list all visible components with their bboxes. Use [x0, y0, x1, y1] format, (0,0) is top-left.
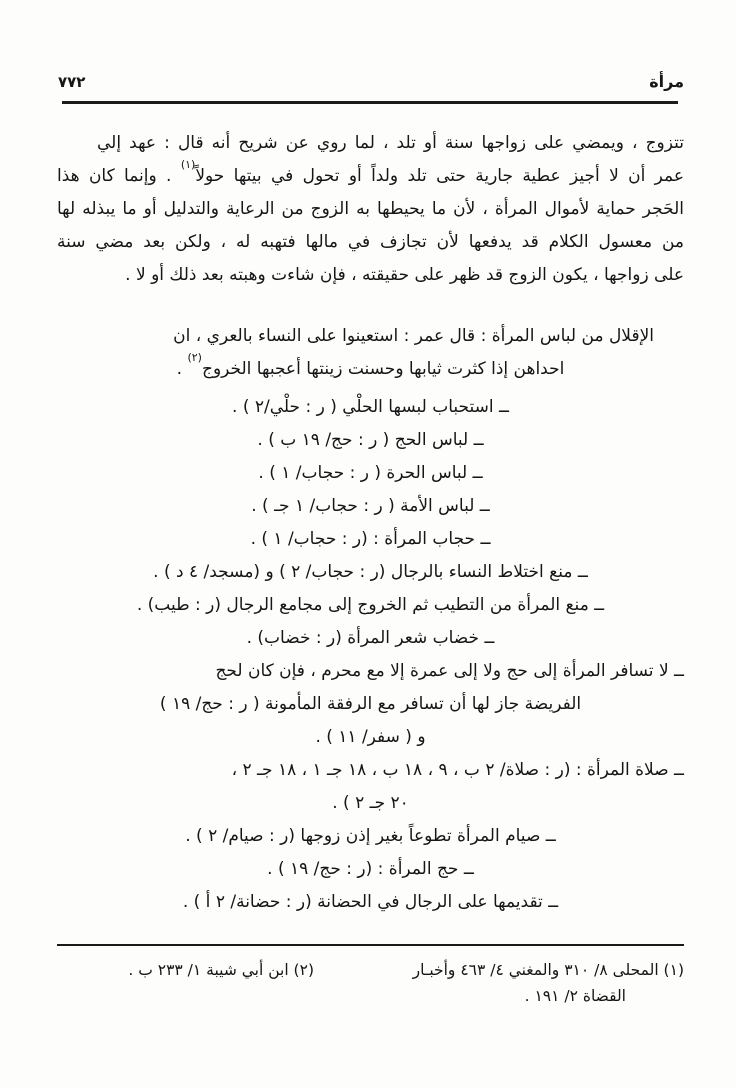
list-item: ــ لباس الأمة ( ر : حجاب/ ١ جـ ) . [251, 496, 490, 516]
body-line: من معسول الكلام قد يدفعها لأن تجازف في مالها فتهبه له ، ولكن بعد مضي سنة [57, 232, 684, 252]
footnote-2: (٢) ابن أبي شيبة ١/ ٢٣٣ ب . [128, 961, 314, 979]
footnote-ref-2: (٢) [187, 351, 202, 365]
body-line-text: احداهن إذا كثرت ثيابها وحسنت زينتها أعجبها الخروج [201, 359, 565, 379]
list-item: ــ حجاب المرأة : (ر : حجاب/ ١ ) . [250, 529, 491, 549]
footnotes [57, 957, 684, 1009]
list-item-continuation: الفريضة جاز لها أن تسافر مع الرفقة المأمونة ( ر : حج/ ١٩ ) [159, 694, 582, 714]
body-line: على زواجها ، يكون الزوج قد ظهر على حقيقته ، فإن شاءت وهبته بعد ذلك أو لا . [125, 265, 684, 285]
list-item: ــ منع اختلاط النساء بالرجال (ر : حجاب/ ٢ ) و (مسجد/ ٤ د ) . [153, 562, 588, 582]
list-item: ــ خضاب شعر المرأة (ر : خضاب) . [246, 628, 495, 648]
list-item: ــ منع المرأة من التطيب ثم الخروج إلى مجامع الرجال (ر : طيب) . [136, 595, 605, 615]
header-rule [62, 101, 678, 104]
body-line: الإقلال من لباس المرأة : قال عمر : استعينوا على النساء بالعري ، ان [173, 326, 654, 346]
body-line-text: عمر أن لا أجيز عطية جارية حتى تلد ولداً أو تحول في بيتها حولاً [195, 166, 685, 186]
body-line: الحَجر حماية لأموال المرأة ، لأن ما يحيطها به الزوج من الرعاية والتدليل أو ما يبذله لها [57, 199, 684, 219]
list-item: ــ تقديمها على الرجال في الحضانة (ر : حضانة/ ٢ أ ) . [182, 892, 559, 912]
list-item: ــ لا تسافر المرأة إلى حج ولا إلى عمرة إلا مع محرم ، فإن كان لحج [215, 661, 684, 681]
list-item-continuation: و ( سفر/ ١١ ) . [315, 727, 426, 747]
body-line: تتزوج ، ويمضي على زواجها سنة أو تلد ، لما روي عن شريح أنه قال : عهد إلي [97, 133, 684, 153]
body-line [57, 353, 684, 386]
paragraph-iqlal [57, 320, 684, 386]
page-number: ٧٧٢ [58, 73, 86, 91]
footnote-1-line-1: (١) المحلى ٨/ ٣١٠ والمغني ٤/ ٤٦٣ وأخبـار [412, 961, 684, 979]
list-item: ــ صلاة المرأة : (ر : صلاة/ ٢ ب ، ٩ ، ١٨ ب ، ١٨ جـ ١ ، ١٨ جـ ٢ ، [231, 760, 684, 780]
running-header [58, 72, 684, 92]
body-line-text: . [176, 359, 188, 379]
footnote-divider [57, 944, 684, 946]
running-title: مرأة [649, 72, 684, 91]
footnote-1-line-2: القضاة ٢/ ١٩١ . [524, 987, 626, 1005]
page-body [57, 127, 684, 1009]
body-line [57, 160, 684, 193]
list-item-continuation: ٢٠ جـ ٢ ) . [332, 793, 409, 813]
footnote-1 [366, 957, 684, 1009]
list-item: ــ حج المرأة : (ر : حج/ ١٩ ) . [267, 859, 474, 879]
list-item: ــ صيام المرأة تطوعاً بغير إذن زوجها (ر : صيام/ ٢ ) . [185, 826, 556, 846]
body-line-text: . وإنما كان هذا [57, 166, 181, 186]
list-item: ــ استحباب لبسها الحلْي ( ر : حلْي/٢ ) . [232, 397, 509, 417]
cross-reference-list [57, 391, 684, 919]
footnote-ref-1: (١) [180, 158, 196, 172]
paragraph-hajr [57, 127, 684, 292]
list-item: ــ لباس الحج ( ر : حج/ ١٩ ب ) . [257, 430, 484, 450]
list-item: ــ لباس الحرة ( ر : حجاب/ ١ ) . [258, 463, 483, 483]
